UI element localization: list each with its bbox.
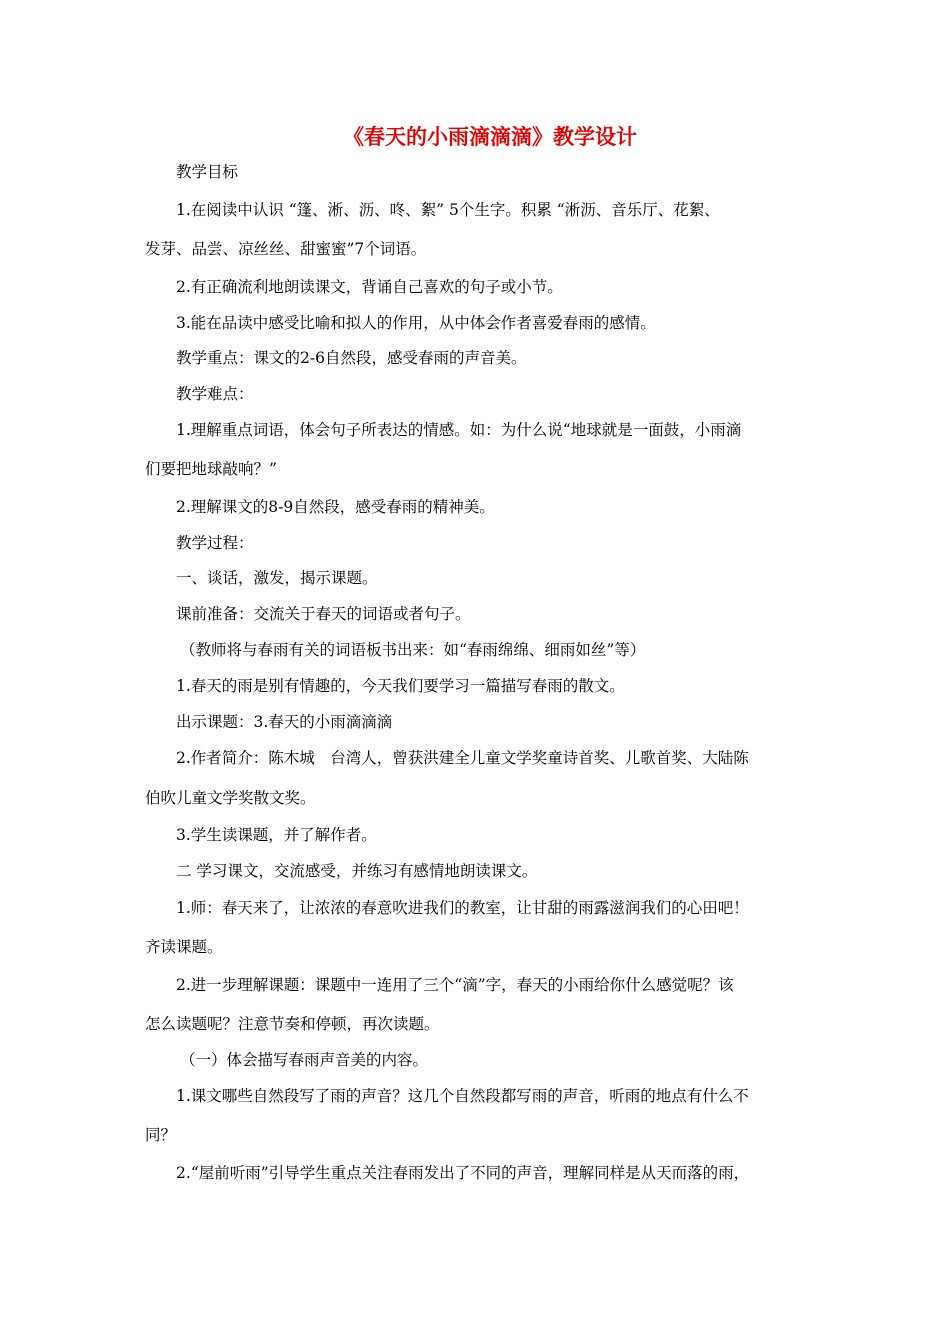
text-line-section-heading: 教学目标: [176, 163, 239, 181]
document-title: 《春天的小雨滴滴滴》教学设计: [343, 125, 637, 149]
text-line: 怎么读题呢？注意节奏和停顿，再次读题。: [145, 1015, 440, 1033]
text-line-section-heading: 教学过程：: [176, 534, 254, 552]
text-line: 1.师：春天来了，让浓浓的春意吹进我们的教室，让甘甜的雨露滋润我们的心田吧！: [176, 899, 749, 917]
text-line: 1.在阅读中认识 “篷、淅、沥、咚、絮” 5个生字。积累 “淅沥、音乐厅、花絮、: [176, 201, 720, 219]
text-line: 一、谈话，激发，揭示课题。: [176, 569, 378, 587]
text-line-section-heading: 二 学习课文，交流感受，并练习有感情地朗读课文。: [176, 862, 538, 880]
text-line: 教学重点：课文的2-6自然段，感受春雨的声音美。: [176, 349, 527, 367]
text-line: 们要把地球敲响？”: [145, 460, 277, 478]
text-line: 1.春天的雨是别有情趣的，今天我们要学习一篇描写春雨的散文。: [176, 677, 625, 695]
text-line: 伯吹儿童文学奖散文奖。: [145, 789, 316, 807]
text-line: 3.学生读课题，并了解作者。: [176, 826, 377, 844]
text-line: 2.有正确流利地朗读课文，背诵自己喜欢的句子或小节。: [176, 278, 563, 296]
text-line: 2.进一步理解课题：课题中一连用了三个“滴”字，春天的小雨给你什么感觉呢？该: [176, 976, 734, 994]
text-line: 2.理解课文的8-9自然段，感受春雨的精神美。: [176, 498, 495, 516]
text-line: （教师将与春雨有关的词语板书出来：如“春雨绵绵、细雨如丝”等）: [180, 641, 646, 659]
text-line: 课前准备：交流关于春天的词语或者句子。: [176, 605, 471, 623]
text-line: 2.作者简介：陈木城 台湾人，曾获洪建全儿童文学奖童诗首奖、儿歌首奖、大陆陈: [176, 749, 749, 767]
text-line-section-heading: 教学难点：: [176, 385, 254, 403]
text-line: 1.理解重点词语，体会句子所表达的情感。如：为什么说“地球就是一面鼓，小雨滴: [176, 421, 742, 439]
text-line: 出示课题：3.春天的小雨滴滴滴: [176, 713, 393, 731]
text-line: 3.能在品读中感受比喻和拟人的作用，从中体会作者喜爱春雨的感情。: [176, 314, 656, 332]
text-line: 发芽、品尝、凉丝丝、甜蜜蜜”7个词语。: [145, 240, 427, 258]
text-line: 齐读课题。: [145, 938, 223, 956]
text-line: 同？: [145, 1126, 177, 1144]
text-line: 2.“屋前听雨”引导学生重点关注春雨发出了不同的声音，理解同样是从天而落的雨，: [176, 1164, 750, 1182]
text-line: 1.课文哪些自然段写了雨的声音？这几个自然段都写雨的声音，听雨的地点有什么不: [176, 1087, 749, 1105]
text-line-section-heading: （一）体会描写春雨声音美的内容。: [180, 1051, 429, 1069]
